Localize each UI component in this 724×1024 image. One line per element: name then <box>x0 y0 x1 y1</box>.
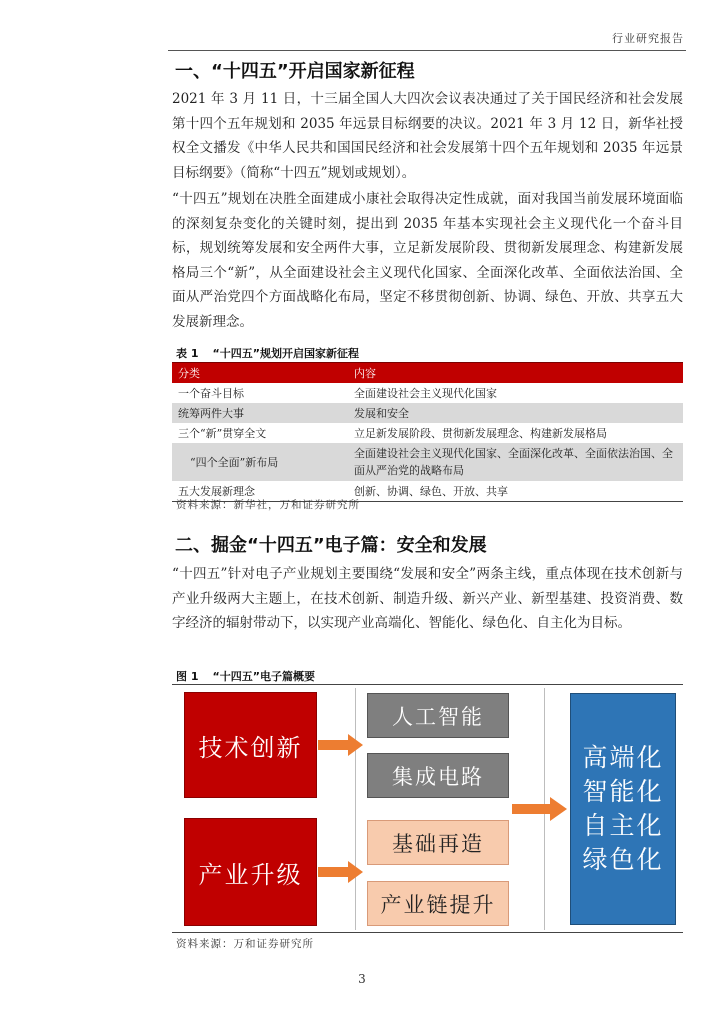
goal-self-reliant: 自主化 <box>582 811 664 840</box>
industry-chain-upgrade-box: 产业链提升 <box>367 881 509 926</box>
figure-grid-line <box>355 688 356 930</box>
table1-header-category: 分类 <box>172 363 348 384</box>
figure1-top-rule <box>172 684 683 685</box>
section1-paragraph-2: “十四五”规划在决胜全面建成小康社会取得决定性成就，面对我国当前发展环境面临的深刻复杂变化的关键时刻，提出到 2035 年基本实现社会主义现代化一个奋斗目标，规划统筹发展和安全两件大事，立足新发展阶段、贯彻新发展理念、构建新发展格局三个“新”，从全面建设社会主义现代化国家、全面深化改革、全面依法治国、全面从严治党四个方面战略化布局，坚定不移贯彻创新、协调、绿色、开放、共享五大发展新理念。 <box>172 191 683 330</box>
section2-paragraph: “十四五”针对电子产业规划主要围绕“发展和安全”两条主线，重点体现在技术创新与产业升级两大主题上，在技术创新、制造升级、新兴产业、新型基建、投资消费、数字经济的辐射带动下，以实现产业高端化、智能化、绿色化、自主化为目标。 <box>172 566 683 631</box>
table1-caption-number: 表 1 <box>176 347 199 360</box>
table-cell: 三个“新”贯穿全文 <box>178 427 267 440</box>
goal-green: 绿色化 <box>582 845 664 874</box>
table-row <box>172 443 683 481</box>
section2-title: 二、掘金“十四五”电子篇：安全和发展 <box>175 535 487 556</box>
arrow-right-icon <box>318 860 364 884</box>
table-cell: 发展和安全 <box>348 403 683 423</box>
table-cell: 立足新发展阶段、贯彻新发展理念、构建新发展格局 <box>354 427 607 440</box>
table-cell: 统筹两件大事 <box>172 403 348 423</box>
goal-high-end: 高端化 <box>582 743 664 772</box>
table-row <box>172 403 683 423</box>
table1 <box>172 362 683 502</box>
table-cell: “四个全面”新布局 <box>172 443 348 481</box>
table-row <box>172 383 683 403</box>
table1-header-row <box>172 363 683 384</box>
ai-box: 人工智能 <box>367 693 509 738</box>
integrated-circuit-box: 集成电路 <box>367 753 509 798</box>
figure1-caption-title: “十四五”电子篇概要 <box>212 670 315 683</box>
goal-intelligent: 智能化 <box>582 777 664 806</box>
arrow-right-icon <box>318 733 364 757</box>
table-cell: 创新、协调、绿色、开放、共享 <box>348 481 683 502</box>
figure1-caption <box>176 668 315 684</box>
table-cell: 一个奋斗目标 <box>178 387 244 400</box>
header-divider <box>168 50 686 51</box>
page-number: 3 <box>358 972 366 986</box>
table1-header-content: 内容 <box>348 363 683 384</box>
arrow-right-icon <box>512 796 568 822</box>
figure1-caption-number: 图 1 <box>176 670 199 683</box>
table1-caption-title: “十四五”规划开启国家新征程 <box>212 347 359 360</box>
foundation-rebuild-box: 基础再造 <box>367 820 509 865</box>
goals-box <box>570 693 676 925</box>
industry-upgrade-box: 产业升级 <box>184 818 317 926</box>
table-cell: 全面建设社会主义现代化国家 <box>354 387 497 400</box>
section1-title: 一、“十四五”开启国家新征程 <box>175 61 415 82</box>
table1-caption <box>176 345 359 361</box>
section1-paragraph-1: 2021 年 3 月 11 日，十三届全国人大四次会议表决通过了关于国民经济和社会发展第十四个五年规划和 2035 年远景目标纲要的决议。2021 年 3 月 12 日，新华社授权全文播发《中华人民共和国国民经济和社会发展第十四个五年规划和 2035 年远景目标纲要》（简称“十四五”规划或规划）。 <box>172 91 683 181</box>
table-cell: 五大发展新理念 <box>172 481 348 502</box>
table-cell: 全面建设社会主义现代化国家、全面深化改革、全面依法治国、全面从严治党的战略布局 <box>348 443 683 481</box>
figure1-bottom-rule <box>172 932 683 933</box>
tech-innovation-box: 技术创新 <box>184 692 317 798</box>
table-row <box>172 423 683 443</box>
table1-source: 资料来源：新华社，万和证券研究所 <box>176 499 360 511</box>
report-type-label: 行业研究报告 <box>612 32 684 45</box>
figure1-diagram <box>172 688 683 930</box>
figure1-source: 资料来源：万和证券研究所 <box>176 938 314 950</box>
